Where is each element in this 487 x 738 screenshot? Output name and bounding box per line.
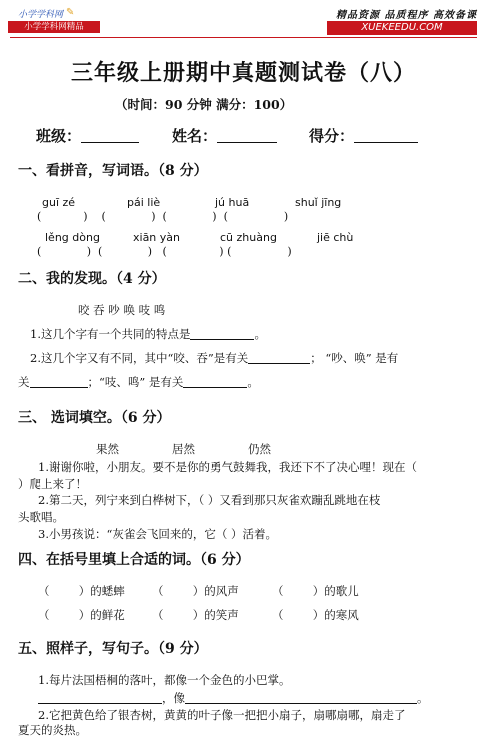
s5-example-2-cont: 夏天的炎热。 [18,723,87,737]
word-option-2: 居然 [172,442,195,456]
header-divider [10,37,477,38]
s5-answer-end: 。 [417,691,429,705]
name-label: 姓名： [172,127,218,145]
s2-q1-text: 1.这几个字有一个共同的特点是 [30,327,191,341]
word-option-3: 仍然 [248,442,271,456]
s2-q2-blank-1[interactable] [248,351,310,364]
pinyin-7: cū zhuàng [220,231,277,244]
s5-example-2: 2.它把黄色给了银杏树，黄黄的叶子像一把把小扇子，扇哪扇哪，扇走了 [38,708,406,722]
score-field [309,125,418,146]
s5-answer-mid: ，像 [162,691,185,705]
name-field [172,125,277,146]
s3-question-2-cont: 头歌唱。 [18,510,64,524]
section5-heading: 五、照样子，写句子。（9 分） [18,641,208,657]
header-site-link[interactable]: XUEKEEDU.COM [327,21,477,35]
logo-bar-text: 小学学科网精品 [8,21,100,33]
s2-question-2-cont [18,374,259,390]
fill-item-1[interactable]: （ ）的蟋蟀 [38,584,125,598]
pinyin-6: xiān yàn [133,231,180,244]
fill-item-5[interactable]: （ ）的笑声 [152,608,239,622]
score-label: 得分： [309,127,355,145]
s5-blank-2[interactable] [185,691,417,704]
section4-heading: 四、在括号里填上合适的词。（6 分） [18,552,250,568]
s3-question-1-cont: ）爬上来了！ [18,477,87,491]
section3-heading: 三、 选词填空。（6 分） [18,410,171,426]
fill-item-6[interactable]: （ ）的寒风 [272,608,359,622]
class-label: 班级： [36,127,82,145]
fill-item-1-text: ）的蟋蟀 [78,584,125,598]
class-blank[interactable] [81,128,139,143]
s2-q2-text-d: ；“吱、鸣” 是有关 [87,375,184,389]
fill-item-4[interactable]: （ ）的鲜花 [38,608,125,622]
character-group: 咬 吞 吵 唤 吱 鸣 [78,303,166,317]
s2-q2-blank-2[interactable] [30,375,88,388]
s2-q1-blank[interactable] [190,327,254,340]
header-slogan: 精品资源 品质程序 高效备课 [336,10,477,21]
s3-question-3: 3.小男孩说：“灰雀会飞回来的，它（ ）活着。 [38,527,278,541]
fill-item-2[interactable]: （ ）的风声 [152,584,239,598]
s5-blank-1[interactable] [38,691,162,704]
s2-q2-text-c: 关 [18,375,30,389]
s5-example-1: 1.每片法国梧桐的落叶，都像一个金色的小巴掌。 [38,673,291,687]
s3-question-2: 2.第二天，列宁来到白桦树下，（ ）又看到那只灰雀欢蹦乱跳地在枝 [38,493,381,507]
section1-heading: 一、看拼音，写词语。（8 分） [18,163,208,179]
fill-item-3[interactable]: （ ）的歌儿 [272,584,359,598]
name-blank[interactable] [217,128,277,143]
fill-item-3-text: ）的歌儿 [312,584,359,598]
s3-question-1: 1.谢谢你啦，小朋友。要不是你的勇气鼓舞我，我还下不了决心哩！现在（ [38,460,417,474]
pinyin-8: jiē chù [317,231,354,244]
page-subtitle: （时间：90 分钟 满分：100） [115,97,293,112]
fill-item-6-text: ）的寒风 [312,608,359,622]
pinyin-1: guī zé [42,196,76,209]
s2-q2-text-a: 2.这几个字又有不同，其中“咬、吞”是有关 [30,351,249,365]
site-logo [8,4,100,34]
pinyin-5: lěng dòng [45,231,100,244]
s2-q1-end: 。 [254,327,266,341]
s2-question-2 [30,350,398,366]
fill-item-5-text: ）的笑声 [192,608,239,622]
section2-heading: 二、我的发现。（4 分） [18,271,166,287]
s5-answer-1 [38,690,429,706]
score-blank[interactable] [354,128,418,143]
logo-top-text: 小学学科网 [18,10,64,20]
pinyin-3: jú huā [215,196,250,209]
pinyin-2: pái liè [127,196,161,209]
page-title: 三年级上册期中真题测试卷（八） [70,60,416,86]
fill-item-4-text: ）的鲜花 [78,608,125,622]
answer-row-2[interactable]: ( ) ( ) ( ) ( ) [37,245,292,258]
s2-q2-end: 。 [247,375,259,389]
s2-question-1 [30,326,266,342]
answer-row-1[interactable]: ( ) ( ) ( ) ( ) [37,210,289,223]
word-option-1: 果然 [96,442,119,456]
pencil-icon: ✎ [66,7,75,18]
s2-q2-blank-3[interactable] [183,375,247,388]
pinyin-4: shuǐ jīng [295,196,342,209]
fill-item-2-text: ）的风声 [192,584,239,598]
class-field [36,125,139,146]
s2-q2-text-b: ； “吵、唤” 是有 [310,351,399,365]
